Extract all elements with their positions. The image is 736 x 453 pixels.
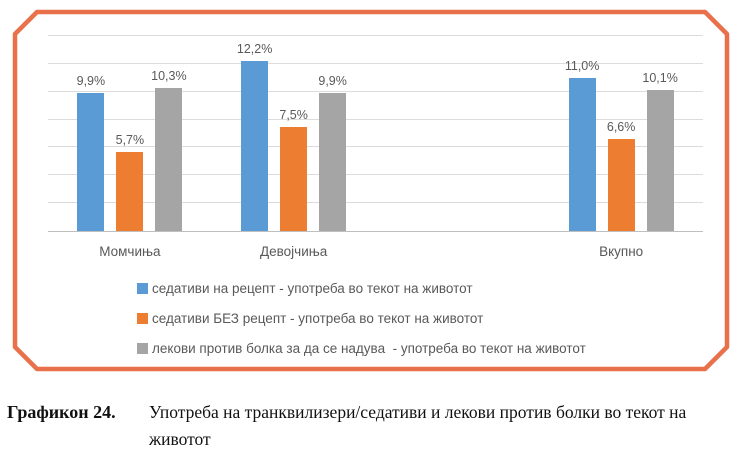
bar [608,139,635,231]
bar-data-label: 11,0% [564,58,600,73]
category-label: Вкупно [599,244,644,259]
legend-swatch-icon [137,283,148,294]
bar [280,127,307,231]
category-label: Момчиња [99,244,161,259]
bar [116,152,143,231]
bar-data-label: 6,6% [606,120,636,135]
caption-number: Графикон 24. [7,402,116,422]
bar-data-label: 10,3% [151,68,187,83]
bar-data-label: 9,9% [76,74,106,89]
bar [77,93,104,231]
legend-item [137,333,586,363]
gridline [48,91,703,92]
bar [241,61,268,231]
gridline [48,35,703,36]
x-axis-line [48,231,703,232]
plot-area [48,36,703,231]
bar-data-label: 5,7% [115,132,145,147]
bar-data-label: 12,2% [236,42,273,57]
chart-legend [137,273,586,363]
bar-data-label: 9,9% [318,74,347,89]
legend-item [137,303,586,333]
bar [647,90,674,231]
legend-swatch-icon [137,343,148,354]
legend-item [137,273,586,303]
bar-data-label: 10,1% [642,71,678,86]
legend-swatch-icon [137,313,148,324]
caption-text: Употреба на транквилизери/седативи и лекови против болки во текот на животот [149,402,687,449]
legend-label: седативи на рецепт - употреба во текот на животот [152,280,473,296]
bar-data-label: 7,5% [279,107,308,122]
gridline [48,174,703,175]
bar [319,93,346,231]
category-axis [48,244,703,264]
bar [155,88,182,231]
category-label: Девојчиња [260,244,328,259]
legend-label: лекови против болка за да се надува - употреба во текот на животот [152,340,586,356]
gridline [48,202,703,203]
legend-label: седативи БЕЗ рецепт - употреба во текот на животот [152,310,484,326]
bar [569,78,596,231]
